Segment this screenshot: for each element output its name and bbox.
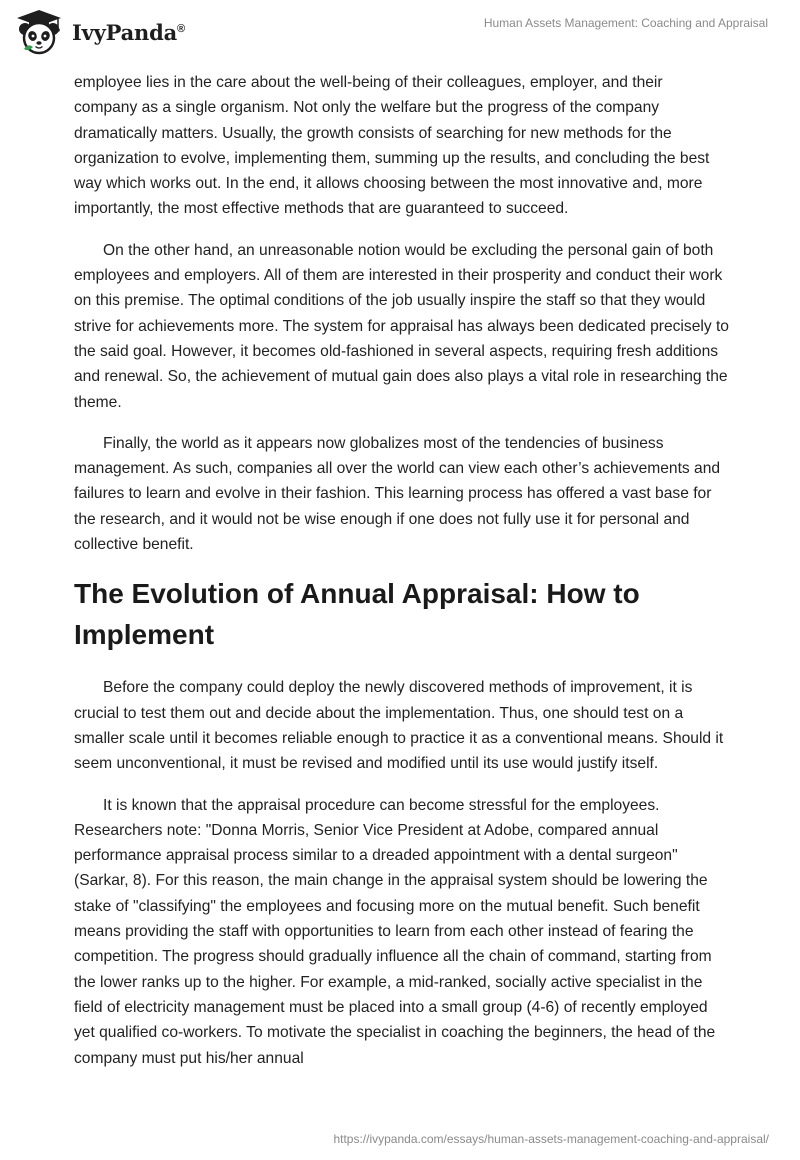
brand-logo[interactable] — [14, 6, 185, 58]
paragraph: employee lies in the care about the well-being of their colleagues, employer, and their company as a single organism. Not only the welfare but the progress of the company dramatically matters. Usually, the growth consists of searching for new methods for the organization to evolve, implementing them, summing up the results, and concluding the best way which works out. In the end, it allows choosing between the most innovative and, more importantly, the most effective methods that are guaranteed to succeed. — [74, 74, 710, 218]
panda-graduate-icon — [14, 7, 64, 57]
source-url[interactable]: https://ivypanda.com/essays/human-assets-management-coaching-and-appraisal/ — [333, 1132, 769, 1146]
paragraph: Finally, the world as it appears now globalizes most of the tendencies of business management. As such, companies all over the world can view each other’s achievements and failures to learn and evolve in their fashion. This learning process has offered a vast base for the research, and it would not be wise enough if one does not fully use it for personal and collective benefit. — [74, 434, 721, 554]
paragraph: On the other hand, an unreasonable notion would be excluding the personal gain of both employees and employers. All of them are interested in their prosperity and conduct their work on this premise. The optimal conditions of the job usually inspire the staff so that they would strive for achievements more. The system for appraisal has always been dedicated precisely to the said goal. However, it becomes old-fashioned in several aspects, requiring fresh additions and renewal. So, the achievement of mutual gain does also plays a vital role in researching the theme. — [74, 241, 729, 411]
paragraph: It is known that the appraisal procedure can become stressful for the employees. Researchers note: "Donna Morris, Senior Vice President at Adobe, compared annual performance appraisal process similar to a dreaded appointment with a dental surgeon" (Sarkar, 8). For this reason, the main change in the appraisal system should be lowering the stake of "classifying" the employees and focusing more on the mutual benefit. Such benefit means providing the staff with opportunities to learn from each other instead of fearing the competition. The progress should gradually influence all the chain of command, starting from the lower ranks up to the higher. For example, a mid-ranked, socially active specialist in the field of electricity management must be placed into a small group (4-6) of recently employed yet qualified co-workers. To motivate the specialist in coaching the beginners, the head of the company must put his/her annual — [74, 796, 716, 1067]
section-heading: The Evolution of Annual Appraisal: How to Implement — [74, 578, 640, 651]
running-title: Human Assets Management: Coaching and Appraisal — [483, 16, 768, 30]
paragraph: Before the company could deploy the newly discovered methods of improvement, it is crucial to test them out and decide about the implementation. Thus, one should test on a smaller scale until it becomes reliable enough to practice it as a conventional means. Should it seem unconventional, it must be revised and modified until its use would justify itself. — [74, 679, 724, 773]
registered-mark: ® — [177, 22, 185, 35]
essay-content — [74, 70, 730, 1087]
brand-name: IvyPanda® — [72, 19, 185, 45]
